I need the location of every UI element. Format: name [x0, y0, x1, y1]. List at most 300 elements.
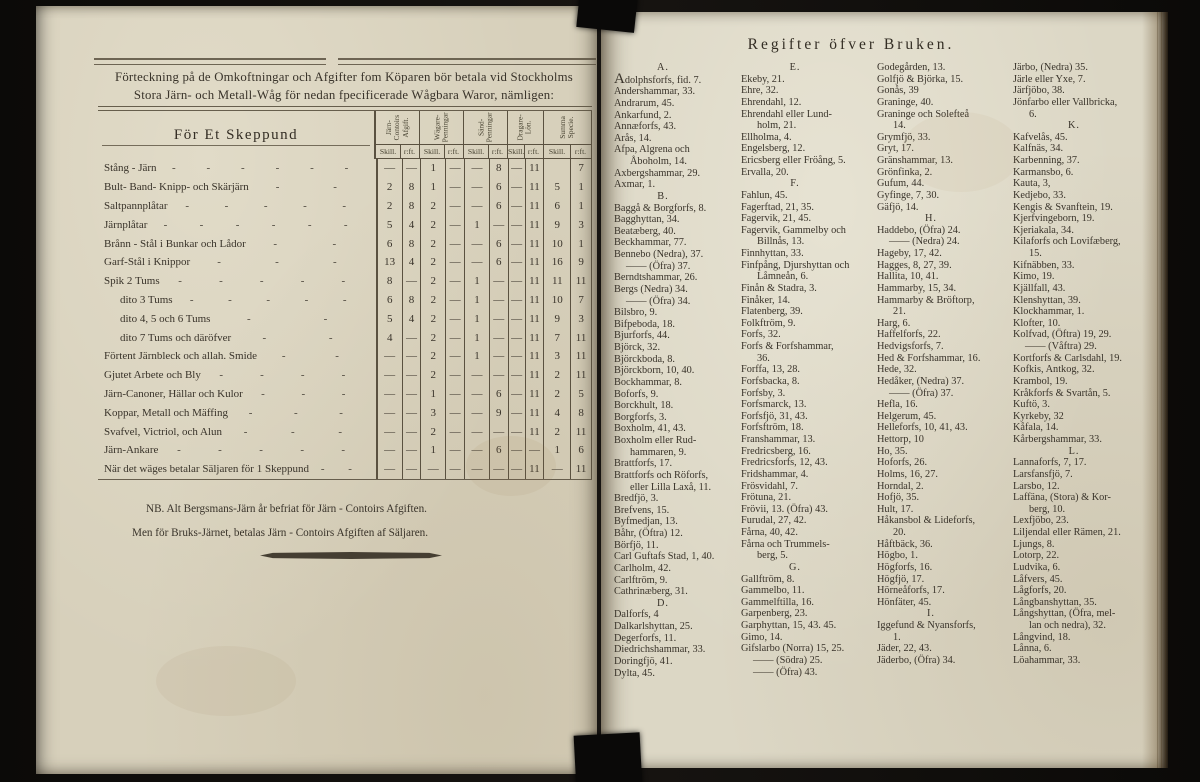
fee-value-cell: — — [445, 328, 464, 347]
register-entry: Ehre, 32. — [741, 85, 779, 97]
register-entry: 21. — [893, 306, 906, 318]
leader-dash: - — [199, 218, 204, 231]
fee-value-cell: 7 — [543, 328, 570, 347]
fee-value-cell: 6 — [376, 291, 402, 310]
register-entry: Bredfjö, 3. — [614, 493, 659, 505]
rotated-header-wrap — [508, 111, 543, 144]
fee-table — [98, 106, 592, 480]
fee-value-cell: — — [445, 197, 464, 216]
register-entry: Hedvigsforfs, 7. — [877, 341, 944, 352]
register-entry: Hult, 17. — [877, 503, 914, 515]
register-entry: Karbenning, 37. — [1013, 155, 1080, 166]
register-entry: —— (Nedra) 24. — [889, 236, 960, 248]
unit-label: Skill. — [508, 147, 525, 156]
leader-dash: - — [248, 406, 253, 419]
register-entry: Långshyttan, (Öfra, mel- — [1013, 608, 1116, 620]
leader-dash: - — [341, 387, 346, 400]
fee-value-cell: 2 — [543, 366, 570, 385]
leader-dash: - — [343, 218, 348, 231]
fee-value-cell: — — [508, 253, 525, 272]
fee-value-cell: — — [445, 253, 464, 272]
register-entry: Laffäna, (Stora) & Kor- — [1013, 492, 1111, 504]
register-entry: eller Lilla Laxå, 11. — [630, 481, 712, 493]
fee-value-cell: — — [402, 441, 421, 460]
fee-value-cell: — — [445, 178, 464, 197]
footnote-bruks: Men för Bruks-Järnet, betalas Järn - Contoirs Afgiften af Säljaren. — [132, 527, 429, 539]
fee-value-cell: 3 — [570, 309, 592, 328]
register-entry: berg, 10. — [1029, 503, 1066, 515]
register-entry: Finfpång, Djurshyttan och — [741, 259, 850, 271]
register-entry: Fredricsberg, 16. — [741, 445, 811, 457]
register-entry: Hedåker, (Nedra) 37. — [877, 375, 965, 387]
black-tape-bottom — [574, 732, 643, 782]
fee-value-cell: — — [464, 460, 489, 479]
fee-value-cell: — — [508, 460, 525, 479]
register-entry: Björck, 32. — [614, 342, 661, 353]
register-entry: Högforfs, 16. — [877, 561, 933, 573]
fee-value-cell: — — [508, 234, 525, 253]
register-entry: Gallftröm, 8. — [741, 573, 795, 585]
fee-value-cell: 6 — [489, 253, 508, 272]
register-entry: Långvind, 18. — [1013, 631, 1071, 643]
register-entry: Björckboda, 8. — [614, 353, 675, 365]
fee-table-row — [98, 347, 592, 366]
register-entry: Ljungs, 8. — [1013, 538, 1055, 550]
register-entry: Boxholm, 41, 43. — [614, 423, 686, 435]
register-entry: Graninge, 40. — [877, 96, 934, 108]
fee-col-group-summa-specie — [543, 111, 592, 159]
register-entry: Folkftröm, 9. — [741, 317, 796, 329]
register-entry: Dalforfs, 4 — [614, 609, 659, 621]
register-entry: Bennebo (Nedra), 37. — [614, 249, 704, 260]
leader-dash: - — [342, 293, 347, 306]
register-entry: Ellholma, 4. — [741, 131, 792, 143]
fee-value-cell: — — [445, 215, 464, 234]
register-letter-header: A. — [656, 62, 669, 73]
fee-value-cell: 1 — [570, 178, 592, 197]
register-entry: Fagerftad, 21, 35. — [741, 201, 814, 213]
fee-row-label: Gjutet Arbete och Bly — [104, 369, 201, 382]
register-entry: Holms, 16, 27. — [877, 468, 938, 480]
unit-label: r:ft. — [524, 145, 542, 158]
register-letter-header: K. — [1067, 120, 1080, 132]
register-entry: Axmar, 1. — [614, 179, 656, 191]
fee-value-cell: — — [402, 385, 421, 404]
register-entry: Graninge och Solefteå — [877, 108, 970, 120]
fee-value-cell: — — [508, 309, 525, 328]
rotated-header-wrap — [464, 111, 507, 144]
register-entry: Karmansbo, 6. — [1013, 166, 1074, 178]
unit-subheader — [376, 144, 419, 159]
register-entry: Kjällfall, 43. — [1013, 282, 1066, 294]
fee-row-label-cell — [98, 238, 376, 250]
leader-dash: - — [235, 218, 240, 231]
fee-value-cell: 10 — [543, 234, 570, 253]
register-entry: hammaren, 9. — [630, 446, 687, 458]
register-entry: Kofkis, Antkog, 32. — [1013, 364, 1095, 376]
fee-row-label-cell — [98, 388, 376, 400]
register-entry: Fårna, 40, 42. — [741, 527, 798, 538]
fee-value-cell: — — [543, 460, 570, 479]
register-entry: Annæforfs, 43. — [614, 121, 677, 133]
unit-label: Skill. — [423, 147, 441, 156]
fee-value-cell: 3 — [420, 403, 445, 422]
fee-value-cell: — — [489, 422, 508, 441]
fee-value-cell: 1 — [464, 309, 489, 328]
register-entry: —— (Södra) 25. — [753, 654, 823, 666]
fee-value-cell: 11 — [570, 272, 592, 291]
register-entry: Liljendal eller Rämen, 21. — [1013, 527, 1121, 538]
leader-dash: - — [262, 331, 267, 344]
register-entry: Carlholm, 42. — [614, 562, 671, 574]
register-entry: —— (Öfra) 43. — [753, 666, 818, 678]
fee-value-cell: — — [508, 441, 525, 460]
register-entry: Järbo, (Nedra) 35. — [1013, 62, 1088, 73]
register-entry: Finåker, 14. — [741, 294, 791, 306]
leader-dash: - — [341, 444, 346, 457]
leader-dash: - — [185, 199, 189, 212]
register-entry: 20. — [893, 527, 906, 538]
register-entry: Dylta, 45. — [614, 667, 655, 679]
fee-value-cell: 1 — [464, 272, 489, 291]
rotated-header-text: Dragare- Lön. — [516, 114, 534, 141]
fee-row-label: Garf-Stål i Knippor — [104, 256, 191, 269]
fee-value-cell: 2 — [420, 366, 445, 385]
register-entry: Låmneån, 6. — [757, 271, 809, 283]
leader-dash: - — [338, 425, 342, 438]
fee-row-label: dito 4, 5 och 6 Tums — [120, 312, 211, 325]
leader-dash: - — [275, 256, 279, 269]
fee-value-cell: — — [525, 441, 544, 460]
fee-value-cell: — — [445, 309, 464, 328]
footnote-nb: NB. Alt Bergsmans-Järn år befriat för Järn - Contoirs Afgiften. — [146, 503, 427, 515]
unit-subheader — [508, 144, 543, 159]
fee-value-cell: 8 — [402, 291, 421, 310]
register-entry: Jäder, 22, 43. — [877, 643, 932, 655]
unit-subheader — [464, 144, 507, 159]
fee-row-label: Brånn - Stål i Bunkar och Lådor — [104, 237, 246, 250]
fee-value-cell: 11 — [543, 272, 570, 291]
fee-row-label: Svafvel, Victriol, och Alun — [104, 425, 222, 438]
fee-col-group-dragare-lon — [507, 111, 543, 159]
fee-row-label-cell — [98, 181, 376, 193]
unit-label: r:ft. — [400, 145, 418, 158]
fee-value-cell: — — [508, 178, 525, 197]
register-entry: Hed & Forfshammar, 16. — [877, 352, 981, 364]
fee-value-cell: — — [508, 422, 525, 441]
register-entry: 14. — [893, 120, 906, 132]
fee-value-cell: — — [508, 197, 525, 216]
fee-value-cell: 9 — [543, 309, 570, 328]
register-entry: Hageby, 17, 42. — [877, 248, 942, 259]
register-entry: Fahlun, 45. — [741, 189, 788, 201]
register-entry: Gryt, 17. — [877, 143, 914, 155]
fee-value-cell: 1 — [420, 178, 445, 197]
register-entry: Ludvika, 6. — [1013, 561, 1061, 573]
register-entry: Helleforfs, 10, 41, 43. — [877, 422, 968, 434]
register-entry: Haddebo, (Öfra) 24. — [877, 224, 961, 236]
register-column-2 — [741, 62, 875, 678]
fee-value-cell: 5 — [376, 309, 402, 328]
register-entry: Gifslarbo (Norra) 15, 25. — [741, 643, 845, 655]
register-entry: Brattforfs och Röforfs, — [614, 469, 709, 481]
register-entry: Carl Guftafs Stad, 1, 40. — [614, 551, 715, 563]
fee-value-cell: 6 — [489, 234, 508, 253]
fee-value-cell: 11 — [525, 215, 544, 234]
leader-dash: - — [333, 256, 337, 269]
register-entry: Garpenberg, 23. — [741, 608, 808, 620]
fee-value-cell: 10 — [543, 291, 570, 310]
fee-row-label: Järn-Canoner, Hällar och Kulor — [104, 387, 243, 400]
register-entry: Ehrendahl eller Lund- — [741, 108, 832, 120]
register-entry: Ervalla, 20. — [741, 166, 789, 178]
register-entry: Hettorp, 10 — [877, 434, 924, 445]
fee-table-row — [98, 385, 592, 404]
leader-dash: - — [300, 275, 305, 288]
register-entry: Gufum, 44. — [877, 178, 925, 190]
fee-table-row — [98, 215, 592, 234]
leader-dash: - — [348, 463, 352, 476]
fee-value-cell: — — [376, 385, 402, 404]
fee-value-cell: — — [376, 159, 402, 178]
fee-value-cell: — — [376, 403, 402, 422]
leader-dash: - — [341, 369, 346, 382]
leader-dash: - — [259, 275, 264, 288]
rotated-header-text: Summa Specie. — [558, 116, 576, 139]
fee-value-cell: 6 — [543, 197, 570, 216]
register-entry: Finån & Stadra, 3. — [741, 282, 817, 294]
register-entry: Arås, 14. — [614, 132, 652, 144]
register-entry: Forfsbacka, 8. — [741, 375, 800, 387]
fee-value-cell: — — [402, 422, 421, 441]
register-entry: Berndtshammar, 26. — [614, 272, 698, 284]
register-entry: Forfsftröm, 18. — [741, 422, 804, 434]
fee-value-cell: 4 — [376, 328, 402, 347]
register-title: Regifter öfver Bruken. — [747, 36, 955, 53]
fee-value-cell: — — [508, 385, 525, 404]
leader-dash: - — [266, 293, 271, 306]
register-entry: Kjeriakala, 34. — [1013, 224, 1074, 236]
register-entry: Byfmedjan, 13. — [614, 516, 678, 528]
fee-row-label: Saltpannplåtar — [104, 199, 168, 212]
fee-value-cell: 4 — [543, 403, 570, 422]
register-entry: Jönfarbo eller Vallbricka, — [1013, 96, 1118, 108]
left-page-heading — [84, 68, 604, 104]
register-entry: Fagervik, Gammelby och — [741, 224, 846, 236]
leader-dash: - — [332, 237, 337, 250]
fee-value-cell: — — [445, 291, 464, 310]
register-entry: —— (Öfra) 37. — [626, 260, 691, 272]
rotated-header-text: Järn- Contoirs Afgift. — [383, 114, 410, 141]
fee-value-cell: 8 — [402, 178, 421, 197]
register-entry: Helgerum, 45. — [877, 410, 937, 422]
fee-value-cell: — — [489, 347, 508, 366]
fee-table-title: För Et Skeppund — [98, 111, 374, 159]
leader-dash: - — [307, 218, 312, 231]
leader-dash: - — [275, 181, 280, 194]
leader-dash: - — [189, 293, 194, 306]
unit-label: r:ft. — [444, 145, 462, 158]
register-entry: Gammelbo, 11. — [741, 585, 805, 597]
register-entry: Degerforfs, 11. — [614, 632, 677, 644]
fee-value-cell: — — [402, 159, 421, 178]
fee-table-row — [98, 197, 592, 216]
register-entry: Brattforfs, 17. — [614, 458, 673, 470]
unit-label: Skill. — [467, 147, 485, 156]
fee-value-cell: — — [464, 366, 489, 385]
register-entry: Kengis & Svanftein, 19. — [1013, 201, 1113, 213]
fee-value-cell: — — [464, 159, 489, 178]
fee-value-cell: 1 — [543, 441, 570, 460]
fee-value-cell: — — [464, 253, 489, 272]
fee-value-cell: 6 — [489, 178, 508, 197]
fee-value-cell: — — [445, 347, 464, 366]
fee-table-row — [98, 253, 592, 272]
fee-value-cell: 2 — [420, 253, 445, 272]
fee-value-cell: — — [508, 366, 525, 385]
register-entry: Frövii, 13. (Öfra) 43. — [741, 503, 828, 515]
fee-value-cell: 2 — [420, 272, 445, 291]
leader-dash: - — [301, 387, 306, 400]
fee-value-cell: — — [508, 403, 525, 422]
fee-value-cell: — — [489, 366, 508, 385]
leader-dash: - — [177, 444, 181, 457]
register-entry: Lånna, 6. — [1013, 643, 1052, 655]
register-entry: Carlftröm, 9. — [614, 574, 668, 586]
register-entry: Franshammar, 13. — [741, 434, 816, 445]
fee-value-cell: — — [402, 403, 421, 422]
register-entry: Björckborn, 10, 40. — [614, 365, 695, 377]
register-entry: Ankarfund, 2. — [614, 109, 672, 121]
fee-row-label-cell — [98, 162, 376, 174]
fee-value-cell: 2 — [420, 215, 445, 234]
leader-dash: - — [281, 350, 286, 363]
fee-value-cell: 8 — [376, 272, 402, 291]
fee-value-cell: 11 — [525, 385, 544, 404]
fee-value-cell: — — [489, 328, 508, 347]
register-entry: Låfvers, 45. — [1013, 573, 1063, 585]
register-entry: Kuftö, 3. — [1013, 399, 1050, 411]
fee-value-cell: — — [489, 309, 508, 328]
fee-value-cell: — — [508, 215, 525, 234]
fee-table-row — [98, 403, 592, 422]
right-page — [601, 12, 1168, 768]
fee-row-label: Bult- Band- Knipp- och Skärjärn — [104, 181, 249, 194]
register-entry: Lågforfs, 20. — [1013, 585, 1067, 597]
fee-value-cell: 7 — [570, 159, 592, 178]
register-entry: Andrarum, 45. — [614, 97, 675, 109]
register-entry: Hefla, 16. — [877, 399, 918, 411]
leader-dash: - — [328, 331, 333, 344]
fee-row-label: Stång - Järn — [104, 162, 157, 175]
register-entry: Klenshyttan, 39. — [1013, 294, 1081, 306]
rotated-header-wrap — [420, 111, 463, 144]
fee-value-cell: 2 — [543, 422, 570, 441]
leader-dash: - — [218, 444, 222, 457]
fee-value-cell: 8 — [402, 197, 421, 216]
register-entry: Finnhyttan, 33. — [741, 248, 804, 259]
fee-value-cell: 11 — [525, 253, 544, 272]
leader-dash: - — [259, 444, 263, 457]
leader-dash: - — [291, 425, 295, 438]
register-entry: Forfsfjö, 31, 43. — [741, 410, 808, 422]
fee-value-cell: 2 — [420, 422, 445, 441]
register-entry: Järfjöbo, 38. — [1013, 85, 1065, 97]
fee-value-cell: — — [445, 441, 464, 460]
fee-value-cell: — — [445, 272, 464, 291]
leader-dash: - — [243, 425, 248, 438]
leader-dash: - — [323, 312, 328, 325]
fee-value-cell: 11 — [525, 291, 544, 310]
register-entry: —— (Öfra) 34. — [626, 295, 691, 307]
fee-row-label-cell — [98, 219, 376, 231]
fee-value-cell: 6 — [489, 385, 508, 404]
unit-label: r:ft. — [570, 145, 590, 158]
leader-dash: - — [303, 199, 307, 212]
register-letter-header: B. — [657, 190, 669, 202]
leader-dash: - — [171, 162, 176, 175]
register-entry: Garphyttan, 15, 43. 45. — [741, 620, 837, 631]
fee-value-cell — [543, 159, 570, 178]
fee-value-cell: — — [376, 347, 402, 366]
fee-value-cell: 16 — [543, 253, 570, 272]
leader-dash: - — [273, 237, 278, 250]
fee-value-cell: — — [489, 460, 508, 479]
fee-table-row — [98, 272, 592, 291]
fee-value-cell: 3 — [543, 347, 570, 366]
register-column-1 — [614, 62, 738, 679]
fee-value-cell: — — [376, 441, 402, 460]
register-column-3 — [877, 62, 1011, 667]
register-entry: Gonås, 39 — [877, 85, 919, 97]
register-entry: Borckhult, 18. — [614, 400, 674, 412]
fee-value-cell: 11 — [525, 366, 544, 385]
register-entry: Ho, 35. — [877, 445, 908, 457]
register-entry: Kifnäbben, 33. — [1013, 259, 1075, 271]
leader-dash: - — [246, 312, 251, 325]
register-column-4 — [1013, 62, 1161, 667]
register-entry: Klofter, 10. — [1013, 317, 1061, 329]
fee-value-cell: — — [445, 385, 464, 404]
register-entry: Kårbergshammar, 33. — [1013, 434, 1102, 445]
fee-value-cell: — — [464, 197, 489, 216]
register-entry: Kalfnäs, 34. — [1013, 143, 1064, 155]
fee-value-cell: 8 — [489, 159, 508, 178]
register-entry: Kortforfs & Carlsdahl, 19. — [1013, 352, 1122, 364]
register-entry: Hofjö, 35. — [877, 492, 920, 504]
register-entry: Frötuna, 21. — [741, 492, 792, 504]
fee-row-label: Järn-Ankare — [104, 444, 159, 457]
register-entry: Bagghyttan, 34. — [614, 214, 680, 226]
fee-value-cell: — — [464, 385, 489, 404]
fee-value-cell: 11 — [570, 347, 592, 366]
fee-value-cell: 11 — [525, 328, 544, 347]
fee-value-cell: 11 — [525, 197, 544, 216]
fee-row-label-cell — [98, 350, 376, 362]
register-entry: Forfsmarck, 13. — [741, 399, 807, 411]
fee-value-cell: 2 — [376, 197, 402, 216]
heading-line-1: Förteckning på de Omkoftningar och Afgifter fom Köparen bör betala vid Stockholms — [115, 70, 573, 84]
register-entry: Dalkarlshyttan, 25. — [614, 621, 693, 632]
register-entry: Kedjebo, 33. — [1013, 189, 1066, 201]
fee-value-cell: 3 — [570, 215, 592, 234]
fee-value-cell: 9 — [543, 215, 570, 234]
fee-row-label: Koppar, Metall och Mäffing — [104, 406, 228, 419]
register-entry: Billnås, 13. — [757, 236, 805, 248]
fee-row-label: Förtent Järnbleck och allah. Smide — [104, 350, 258, 363]
register-entry: Iggefund & Nyansforfs, — [877, 620, 976, 631]
leader-dash: - — [219, 369, 224, 382]
